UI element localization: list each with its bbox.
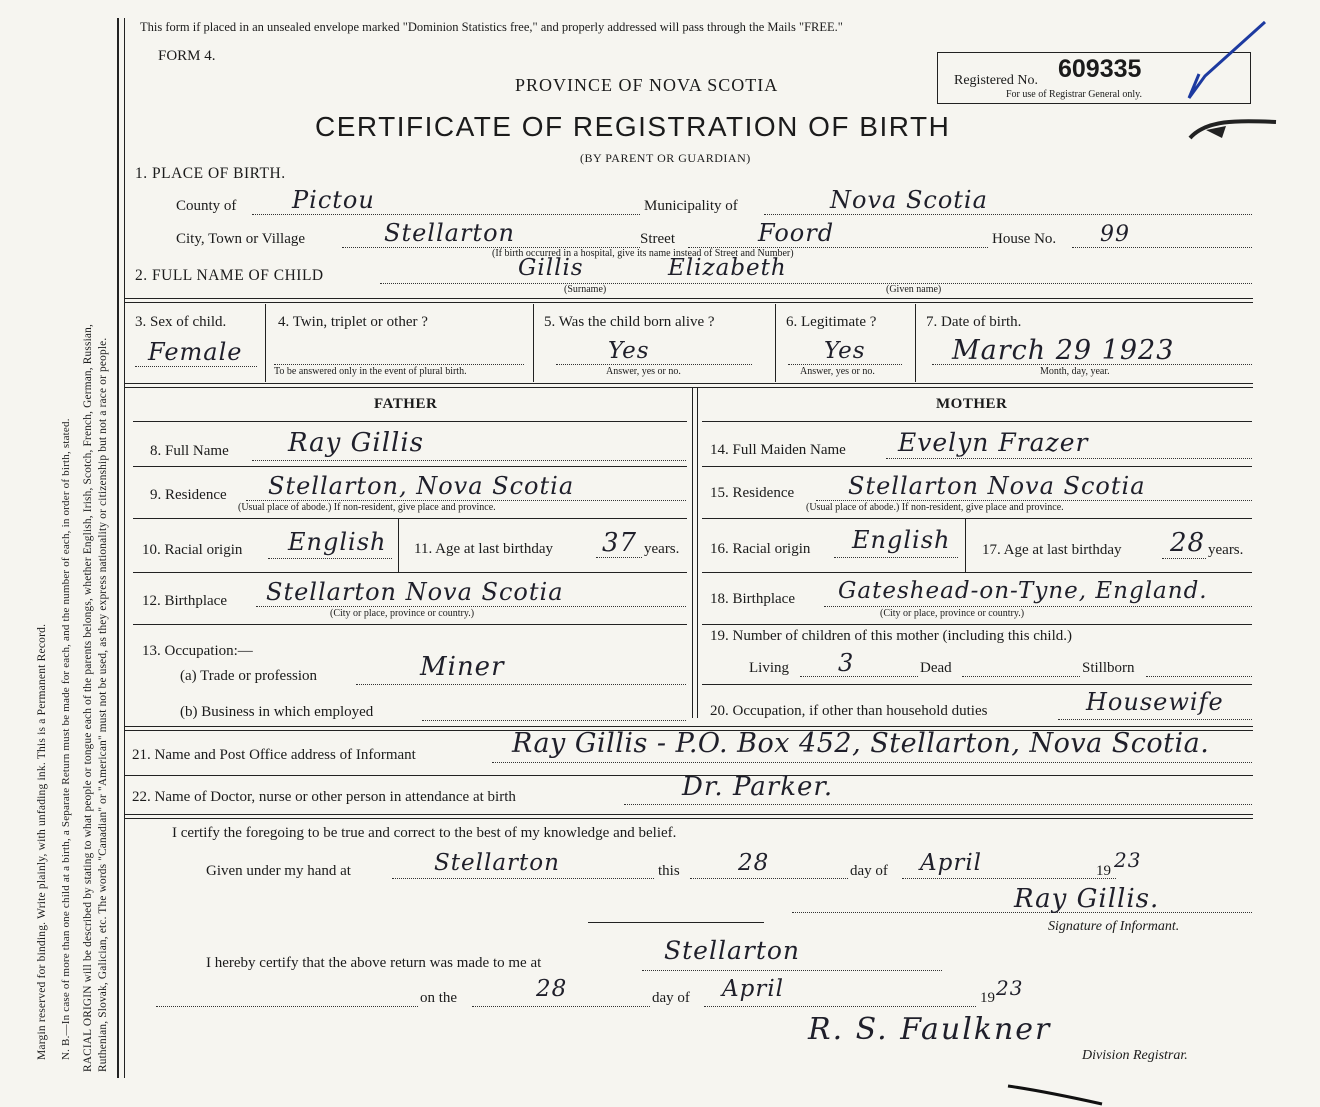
informant-value: Ray Gillis - P.O. Box 452, Stellarton, Nova Scotia. (512, 728, 1210, 759)
municipality-label: Municipality of (644, 198, 738, 214)
margin-note-nb: N. B.—In case of more than one child at a birth, a Separate Return must be made for each, and the number of each, in order of birth, stated. (60, 418, 72, 1060)
father-birthplace-note: (City or place, province or country.) (330, 608, 475, 619)
mother-residence-note: (Usual place of abode.) If non-resident, give place and province. (806, 502, 1064, 513)
mother-name-label: 14. Full Maiden Name (710, 442, 846, 458)
alive-label: 5. Was the child born alive ? (544, 314, 715, 330)
hospital-note: (If birth occurred in a hospital, give its name instead of Street and Number) (492, 248, 794, 259)
margin-rule-inner (124, 18, 125, 1078)
ink-stamp-icon (1186, 108, 1286, 148)
given-under-label: Given under my hand at (206, 863, 351, 879)
date-note: Month, day, year. (1040, 366, 1110, 377)
check-mark-icon (1175, 16, 1275, 106)
sex-label: 3. Sex of child. (135, 314, 227, 330)
ink-stroke-icon (1006, 1082, 1106, 1106)
doctor-value: Dr. Parker. (682, 772, 834, 802)
certificate-title: CERTIFICATE OF REGISTRATION OF BIRTH (315, 111, 951, 142)
father-heading: FATHER (374, 396, 438, 412)
certify-year-suffix: 23 (1114, 848, 1142, 872)
child-given-value: Elizabeth (668, 255, 787, 281)
date-value: March 29 1923 (952, 335, 1175, 366)
doctor-label: 22. Name of Doctor, nurse or other person in attendance at birth (132, 789, 516, 805)
father-occupation-label: 13. Occupation:— (142, 643, 253, 659)
form-number: FORM 4. (158, 48, 216, 64)
father-birthplace-value: Stellarton Nova Scotia (266, 578, 564, 606)
mother-name-value: Evelyn Frazer (898, 428, 1089, 457)
house-label: House No. (992, 231, 1057, 247)
father-name-label: 8. Full Name (150, 443, 229, 459)
registrar-caption: Division Registrar. (1082, 1048, 1188, 1063)
surname-caption: (Surname) (564, 284, 607, 295)
informant-signature: Ray Gillis. (1014, 884, 1160, 914)
father-residence-note: (Usual place of abode.) If non-resident, give place and province. (238, 502, 496, 513)
top-notice: This form if placed in an unsealed envelope marked "Dominion Statistics free," and properly addressed will pass through the Mails "FREE." (140, 20, 843, 34)
mother-racial-value: English (852, 526, 951, 554)
alive-value: Yes (608, 338, 650, 364)
certificate-subtitle: (BY PARENT OR GUARDIAN) (580, 151, 751, 165)
father-racial-value: English (288, 528, 387, 556)
registrar-day-value: 28 (536, 976, 568, 1002)
twin-note: To be answered only in the event of plural birth. (274, 366, 467, 377)
father-birthplace-label: 12. Birthplace (142, 593, 227, 609)
registered-label: Registered No. (954, 73, 1038, 88)
registrar-place-value: Stellarton (664, 936, 801, 965)
mother-children-label: 19. Number of children of this mother (including this child.) (710, 628, 1073, 644)
province-title: PROVINCE OF NOVA SCOTIA (515, 75, 779, 95)
county-value: Pictou (292, 186, 375, 214)
street-value: Foord (758, 219, 835, 247)
legit-value: Yes (824, 338, 866, 364)
certify-statement: I certify the foregoing to be true and correct to the best of my knowledge and belief. (172, 825, 677, 841)
mother-heading: MOTHER (936, 396, 1008, 412)
father-residence-value: Stellarton, Nova Scotia (268, 472, 575, 500)
place-of-birth-heading: 1. PLACE OF BIRTH. (135, 165, 286, 182)
father-racial-label: 10. Racial origin (142, 542, 243, 558)
margin-note-racial: RACIAL ORIGIN will be described by stating to what people or tongue each of the parents belongs, whether English, Irish, Scotch, French, German, Russian, (82, 323, 94, 1072)
mother-residence-value: Stellarton Nova Scotia (848, 472, 1146, 500)
registrar-year-suffix: 23 (996, 976, 1024, 1000)
father-residence-label: 9. Residence (150, 487, 227, 503)
certify-day-of-label: day of (850, 863, 888, 879)
mother-occupation-value: Housewife (1086, 688, 1224, 716)
municipality-value: Nova Scotia (830, 186, 988, 214)
registrar-statement: I hereby certify that the above return was made to me at (206, 955, 542, 971)
registrar-day-of-label: day of (652, 990, 690, 1006)
margin-note-racial-cont: Ruthenian, Slovak, Galician, etc. The words "Canadian" or "American" must not be used, as they express nationality or citizenship but not a race or people. (97, 337, 109, 1072)
given-caption: (Given name) (886, 284, 942, 295)
alive-note: Answer, yes or no. (606, 366, 681, 377)
margin-note-binding: Margin reserved for binding. Write plainly, with unfading ink. This is a Permanent Record. (36, 623, 48, 1060)
given-place-value: Stellarton (434, 850, 560, 876)
street-label: Street (640, 231, 675, 247)
registered-number: 609335 (1058, 55, 1142, 83)
certify-day-value: 28 (738, 850, 770, 876)
mother-years: years. (1208, 542, 1244, 558)
father-age-value: 37 (602, 528, 638, 558)
county-label: County of (176, 198, 237, 214)
mother-age-value: 28 (1170, 528, 1206, 558)
twin-label: 4. Twin, triplet or other ? (278, 314, 428, 330)
mother-living-label: Living (749, 660, 789, 676)
father-name-value: Ray Gillis (288, 428, 425, 458)
father-trade-label: (a) Trade or profession (180, 668, 318, 684)
legit-note: Answer, yes or no. (800, 366, 875, 377)
margin-rule (117, 18, 119, 1078)
father-age-label: 11. Age at last birthday (414, 541, 553, 557)
sex-value: Female (148, 338, 243, 366)
father-years: years. (644, 541, 680, 557)
mother-living-value: 3 (838, 649, 855, 677)
informant-signature-caption: Signature of Informant. (1048, 919, 1180, 934)
city-label: City, Town or Village (176, 231, 306, 247)
city-value: Stellarton (384, 219, 515, 247)
this-label: this (658, 863, 680, 879)
certify-year-prefix: 19 (1096, 863, 1111, 879)
mother-dead-label: Dead (920, 660, 952, 676)
father-business-label: (b) Business in which employed (180, 704, 374, 720)
mother-birthplace-note: (City or place, province or country.) (880, 608, 1025, 619)
mother-residence-label: 15. Residence (710, 485, 795, 501)
certify-month-value: April (920, 850, 983, 876)
child-surname-value: Gillis (518, 255, 584, 281)
mother-occupation-label: 20. Occupation, if other than household duties (710, 703, 988, 719)
date-label: 7. Date of birth. (926, 314, 1022, 330)
mother-birthplace-label: 18. Birthplace (710, 591, 795, 607)
house-value: 99 (1100, 222, 1130, 247)
child-name-label: 2. FULL NAME OF CHILD (135, 267, 324, 284)
legit-label: 6. Legitimate ? (786, 314, 877, 330)
informant-label: 21. Name and Post Office address of Informant (132, 747, 416, 763)
mother-birthplace-value: Gateshead-on-Tyne, England. (838, 578, 1208, 604)
mother-stillborn-label: Stillborn (1082, 660, 1135, 676)
father-trade-value: Miner (420, 652, 505, 682)
mother-racial-label: 16. Racial origin (710, 541, 811, 557)
registered-note: For use of Registrar General only. (1006, 89, 1142, 100)
registrar-year-prefix: 19 (980, 990, 995, 1006)
registrar-on-label: on the (420, 990, 458, 1006)
registrar-month-value: April (722, 976, 785, 1002)
registrar-signature: R. S. Faulkner (808, 1012, 1052, 1047)
mother-age-label: 17. Age at last birthday (982, 542, 1122, 558)
